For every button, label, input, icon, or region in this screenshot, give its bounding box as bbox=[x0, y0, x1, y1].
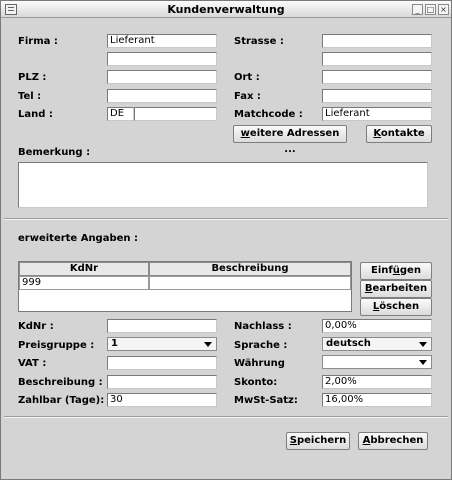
land-name-field[interactable] bbox=[134, 107, 217, 121]
table-cell-beschreibung[interactable] bbox=[149, 276, 351, 290]
column-header-beschreibung[interactable]: Beschreibung bbox=[149, 262, 351, 276]
matchcode-field[interactable]: Lieferant bbox=[322, 107, 432, 121]
select-value: deutsch bbox=[326, 338, 371, 349]
label-bemerkung: Bemerkung : bbox=[18, 147, 91, 158]
table-cell-kdnr[interactable]: 999 bbox=[19, 276, 149, 290]
label-mwst: MwSt-Satz: bbox=[234, 395, 298, 406]
kdnr-table[interactable] bbox=[18, 261, 352, 312]
kdnr-field[interactable] bbox=[107, 319, 217, 333]
speichern-button[interactable] bbox=[286, 432, 350, 450]
button-text: peichern bbox=[296, 435, 347, 446]
close-icon[interactable]: × bbox=[438, 4, 449, 15]
label-vat: VAT : bbox=[18, 358, 47, 369]
label-erweiterte-angaben: erweiterte Angaben : bbox=[18, 233, 139, 244]
button-mnemonic: w bbox=[240, 128, 250, 139]
sprache-select[interactable] bbox=[322, 337, 432, 351]
firma-field[interactable]: Lieferant bbox=[107, 34, 217, 48]
maximize-icon[interactable]: □ bbox=[426, 5, 435, 14]
button-mnemonic: S bbox=[289, 435, 297, 446]
strasse-field[interactable] bbox=[322, 34, 432, 48]
land-code-field[interactable]: DE bbox=[107, 107, 134, 121]
vat-field[interactable] bbox=[107, 356, 217, 370]
label-fax: Fax : bbox=[234, 91, 261, 102]
label-skonto: Skonto: bbox=[234, 377, 278, 388]
chevron-down-icon bbox=[419, 342, 427, 347]
divider bbox=[4, 218, 448, 220]
zahlbar-field[interactable]: 30 bbox=[107, 393, 217, 407]
button-text: ontakte bbox=[380, 128, 425, 139]
label-land: Land : bbox=[18, 109, 53, 120]
select-value: 1 bbox=[111, 338, 118, 349]
bemerkung-textarea[interactable] bbox=[18, 162, 428, 208]
minimize-icon[interactable]: _ bbox=[412, 4, 423, 15]
firma2-field[interactable] bbox=[107, 52, 217, 66]
label-waehrung: Währung bbox=[234, 358, 285, 369]
button-text: öschen bbox=[379, 301, 420, 312]
label-matchcode: Matchcode : bbox=[234, 109, 303, 120]
label-ort: Ort : bbox=[234, 72, 260, 83]
label-firma: Firma : bbox=[18, 36, 58, 47]
kontakte-button[interactable] bbox=[366, 125, 432, 143]
tel-field[interactable] bbox=[107, 89, 217, 103]
bearbeiten-button[interactable] bbox=[360, 280, 432, 298]
button-text: gen bbox=[399, 265, 421, 276]
preisgruppe-select[interactable] bbox=[107, 337, 217, 351]
title-bar[interactable] bbox=[1, 1, 451, 18]
abbrechen-button[interactable] bbox=[358, 432, 428, 450]
einfuegen-button[interactable] bbox=[360, 262, 432, 280]
waehrung-select[interactable] bbox=[322, 355, 432, 369]
beschreibung-field[interactable] bbox=[107, 375, 217, 389]
button-text: eitere Adressen ... bbox=[249, 128, 340, 155]
skonto-field[interactable]: 2,00% bbox=[322, 375, 432, 389]
button-mnemonic: L bbox=[372, 301, 380, 312]
plz-field[interactable] bbox=[107, 70, 217, 84]
button-mnemonic: B bbox=[364, 283, 373, 294]
weitere-adressen-button[interactable] bbox=[233, 125, 347, 155]
mwst-field[interactable]: 16,00% bbox=[322, 393, 432, 407]
label-tel: Tel : bbox=[18, 91, 42, 102]
nachlass-field[interactable]: 0,00% bbox=[322, 319, 432, 333]
button-text: earbeiten bbox=[372, 283, 428, 294]
label-sprache: Sprache : bbox=[234, 340, 288, 351]
window-title: Kundenverwaltung bbox=[167, 3, 285, 16]
chevron-down-icon bbox=[419, 360, 427, 365]
divider bbox=[4, 416, 448, 418]
ort-field[interactable] bbox=[322, 70, 432, 84]
strasse2-field[interactable] bbox=[322, 52, 432, 66]
label-strasse: Strasse : bbox=[234, 36, 284, 47]
column-header-kdnr[interactable]: KdNr bbox=[19, 262, 149, 276]
label-nachlass: Nachlass : bbox=[234, 321, 292, 332]
fax-field[interactable] bbox=[322, 89, 432, 103]
label-beschreibung: Beschreibung : bbox=[18, 377, 103, 388]
button-mnemonic: K bbox=[373, 128, 381, 139]
button-mnemonic: ü bbox=[392, 265, 400, 276]
label-plz: PLZ : bbox=[18, 72, 47, 83]
button-text: bbrechen bbox=[370, 435, 424, 446]
label-preisgruppe: Preisgruppe : bbox=[18, 340, 95, 351]
loeschen-button[interactable] bbox=[360, 298, 432, 316]
button-mnemonic: A bbox=[362, 435, 371, 446]
label-kdnr: KdNr : bbox=[18, 321, 54, 332]
label-zahlbar: Zahlbar (Tage): bbox=[18, 395, 105, 406]
chevron-down-icon bbox=[204, 342, 212, 347]
button-text: Einf bbox=[371, 265, 393, 276]
